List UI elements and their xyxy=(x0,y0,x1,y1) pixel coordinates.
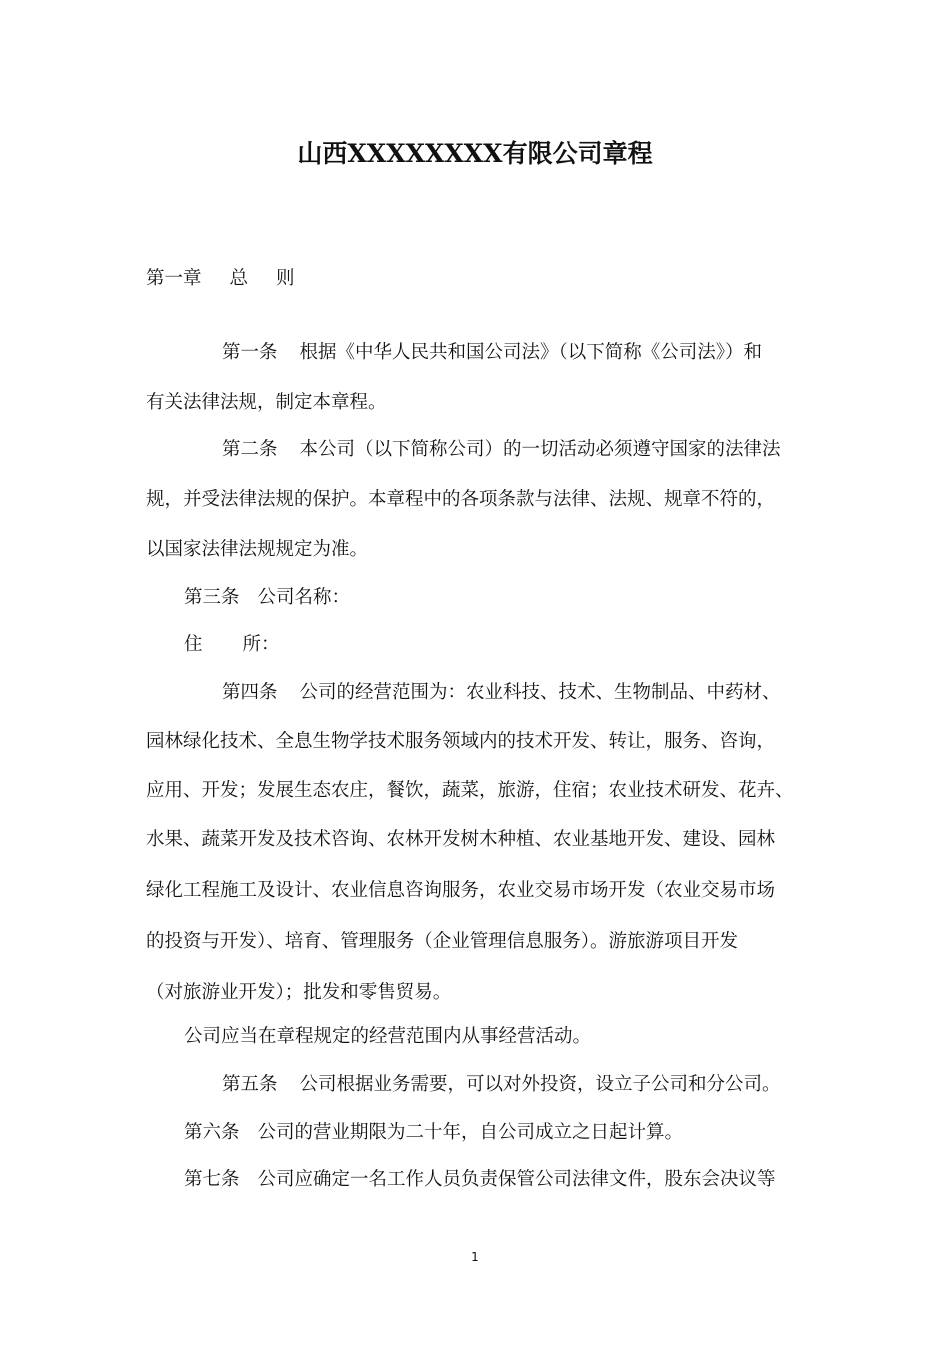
article-4-text-1: 公司的经营范围为：农业科技、技术、生物制品、中药材、 xyxy=(299,682,781,703)
article-6-line xyxy=(184,1120,683,1146)
article-4-line-4: 水果、蔬菜开发及技术咨询、农林开发树木种植、农业基地开发、建设、园林 xyxy=(146,829,776,850)
article-4-line-7: （对旅游业开发）；批发和零售贸易。 xyxy=(146,982,452,1003)
article-3-number: 第三条 xyxy=(184,587,240,608)
address-line xyxy=(184,632,280,658)
article-2-number: 第二条 xyxy=(222,439,278,460)
address-label-part2: 所： xyxy=(242,634,280,655)
chapter-title-part2: 则 xyxy=(276,268,295,289)
article-4-line-1 xyxy=(222,680,781,706)
article-4-line-2: 园林绿化技术、全息生物学技术服务领域内的技术开发、转让，服务、咨询， xyxy=(146,731,776,752)
chapter-number: 第一章 xyxy=(146,268,202,289)
article-4-line-5: 绿化工程施工及设计、农业信息咨询服务，农业交易市场开发（农业交易市场 xyxy=(146,880,776,901)
article-1-line-2: 有关法律法规，制定本章程。 xyxy=(146,392,387,413)
article-7-line xyxy=(184,1167,776,1193)
article-1-number: 第一条 xyxy=(222,342,278,363)
chapter-title-part1: 总 xyxy=(229,268,249,289)
article-3-line-1 xyxy=(184,585,350,611)
article-4-note: 公司应当在章程规定的经营范围内从事经营活动。 xyxy=(184,1026,592,1047)
article-7-text: 公司应确定一名工作人员负责保管公司法律文件，股东会决议等 xyxy=(257,1169,776,1190)
page-number: 1 xyxy=(471,1250,479,1264)
article-7-number: 第七条 xyxy=(184,1169,240,1190)
article-5-number: 第五条 xyxy=(222,1074,278,1095)
article-1-text-1: 根据《中华人民共和国公司法》（以下简称《公司法》）和 xyxy=(299,342,763,363)
article-5-line xyxy=(222,1072,781,1098)
article-2-line-3: 以国家法律法规规定为准。 xyxy=(146,539,369,560)
article-6-number: 第六条 xyxy=(184,1122,240,1143)
document-title: 山西XXXXXXXX有限公司章程 xyxy=(297,139,653,168)
article-2-line-2: 规，并受法律法规的保护。本章程中的各项条款与法律、法规、规章不符的， xyxy=(146,489,776,510)
article-4-number: 第四条 xyxy=(222,682,278,703)
article-1-line-1 xyxy=(222,340,762,366)
article-2-line-1 xyxy=(222,437,781,463)
article-4-line-6: 的投资与开发）、培育、管理服务（企业管理信息服务）。游旅游项目开发 xyxy=(146,931,739,952)
address-label-part1: 住 xyxy=(184,634,203,655)
article-5-text: 公司根据业务需要，可以对外投资，设立子公司和分公司。 xyxy=(299,1074,781,1095)
article-2-text-1: 本公司（以下简称公司）的一切活动必须遵守国家的法律法 xyxy=(299,439,781,460)
article-4-line-3: 应用、开发；发展生态农庄，餐饮，蔬菜，旅游，住宿；农业技术研发、花卉、 xyxy=(146,780,794,801)
chapter-heading xyxy=(146,266,295,292)
company-name-label: 公司名称： xyxy=(257,587,351,608)
article-6-text: 公司的营业期限为二十年，自公司成立之日起计算。 xyxy=(257,1122,684,1143)
